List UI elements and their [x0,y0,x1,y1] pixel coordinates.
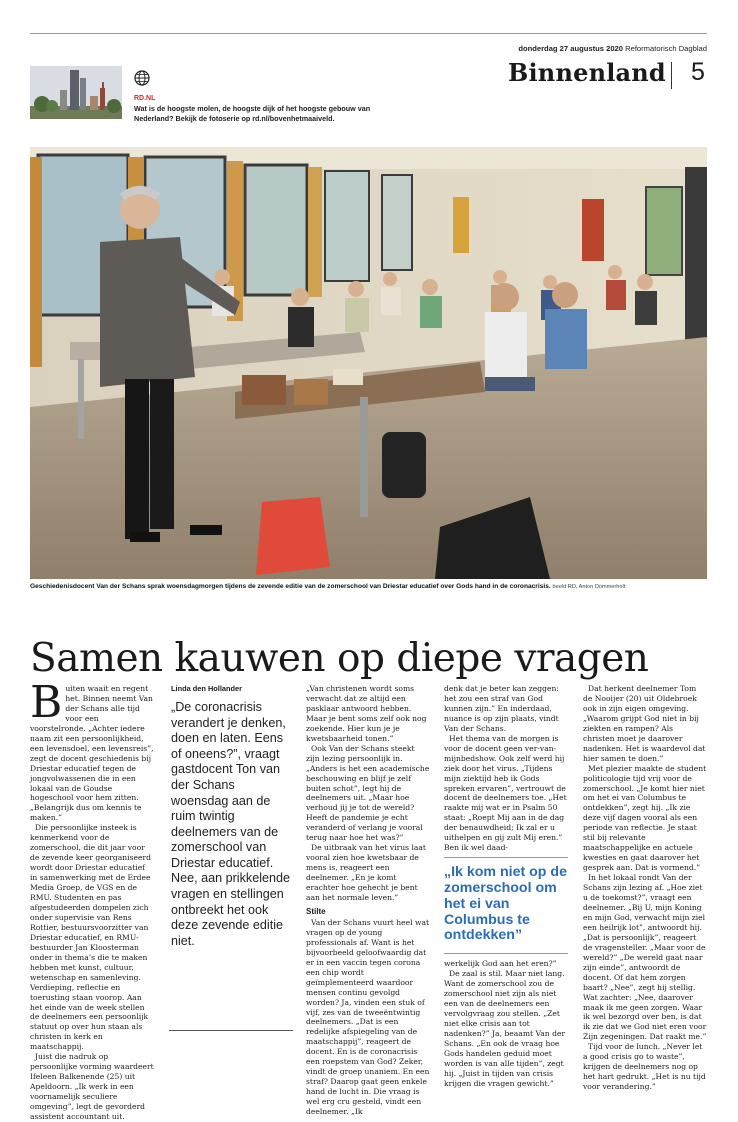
article-headline: Samen kauwen op diepe vragen [30,636,649,682]
article-intro: „De coronacrisis verandert je denken, doen en laten. Eens of oneens?”, vraagt gastdocent Ton van der Schans woensdag aan de ruim twintig deelnemers van de zomerschool van Driestar educatief. Nee, aan prikkelende vragen en stellingen ontbreekt het ook deze zevende editie niet. [171,699,291,948]
globe-icon [134,70,150,86]
article-column-4 [444,684,568,1089]
caption-text: Geschiedenisdocent Van der Schans sprak woensdagmorgen tijdens de zevende editie van de zomerschool van Driestar educatief over Gods hand in de coronacrisis. [30,583,551,590]
body-paragraph: Juist die nadruk op persoonlijke vorming waardeert Ifeleen Balkenende (25) uit Apeldoorn. „Ik werk in een voornamelijk seculiere omgeving”, legt de gevorderd assistent accountant uit. [30,1052,154,1121]
page-number: 5 [691,58,705,86]
section-title: Binnenland [508,58,666,87]
body-paragraph: Tijd voor de lunch. „Never let a good crisis go to waste”, krijgen de deelnemers nog op het hart gedrukt. „Het is nu tijd voor verandering.” [583,1042,706,1092]
promo-label: RD.NL [134,95,156,102]
subheading: Stilte [306,906,326,916]
body-paragraph: In het lokaal rondt Van der Schans zijn lezing af. „Hoe ziet u de toekomst?”, vraagt een deelnemer. „Bij U, mijn Koning en mijn God, verwacht mijn ziel een heilrijk lot”, antwoordt hij. „Dat is persoonlijk”, reageert de vragensteller. „Maar voor de wereld?” „De wereld gaat naar zijn einde”, antwoordt de docent. Of dat hem zorgen baart? „Nee”, zegt hij stellig. Wat zachter: „Nee, daarover maak ik me geen zorgen. Waar ik wel bezorgd over ben, is dat ik zie dat we God niet eren voor Zijn zegeningen. Dat raakt me.” [583,873,707,1042]
drop-cap: B [30,677,63,728]
photo-credit: beeld RD, Anton Dommerholt [552,584,626,590]
promo-text[interactable]: Wat is de hoogste molen, de hoogste dijk of het hoogste gebouw van Nederland? Bekijk de fotoserie op rd.nl/bovenhetmaaiveld. [134,104,371,123]
photo-caption [30,582,707,592]
body-paragraph: Het thema van de morgen is voor de docent geen ver-van-mijnbedshow. Ook zelf werd hij ziek door het virus. „Tijdens mijn ziektijd heb ik Gods spreken ervaren”, vertrouwt de docent de deelnemers toe. „Het raakte mij wat er in Psalm 50 staat: „Roept Mij aan in de dag der benauwdheid; Ik zal er u uithelpen en gij zult Mij eren.” Ben ik wel daad- [444,733,567,853]
newspaper-name: Reformatorisch Dagblad [625,44,707,53]
skyline-image [30,66,122,119]
body-paragraph: Met plezier maakte de student politicologie tijd vrij voor de zomerschool. „Je komt hier niet om het ei van Columbus te ontdekken”, zegt hij. „Ik zie deze vijf dagen vooral als een periode van reflectie. Je staat stil bij relevante maatschappelijke en actuele kwesties en gaat daarover het gesprek aan. Dat is vormend.” [583,763,707,873]
body-paragraph: De zaal is stil. Maar niet lang. Want de zomerschool zou de zomerschool niet zijn als niet een van de deelnemers een vervolgvraag zou stellen. „Zet niet elke crisis aan tot nadenken?” Ja, beaamt Van der Schans. „En ook de vraag hoe Gods handelen geduid moet worden is van alle tijden”, zegt hij. „Juist in tijden van crisis krijgen die vragen gewicht.” [444,969,566,1088]
body-paragraph: denk dat je beter kan zeggen: het zou een straf van God kunnen zijn.” En inderdaad, nuance is op zijn plaats, vindt Van der Schans. [444,684,559,733]
body-paragraph: De uitbraak van het virus laat vooral zien hoe kwetsbaar de mens is, reageert een deelnemer. „En je komt erachter hoe gehecht je bent aan het normale leven.” [306,843,426,903]
body-paragraph: werkelijk God aan het eren?” [444,959,557,969]
article-column-5 [583,684,707,1092]
body-paragraph: Van der Schans vuurt heel wat vragen op de young professionals af. Want is het bijvoorbeeld geloofwaardig dat er in een vaccin tegen corona een chip wordt geïmplementeerd waardoor mensen continu gevolgd worden? Ja, vinden een stuk of vijf, zes van de tweeëntwintig deelnemers. „Dat is een redelijke afspiegeling van de maatschappij”, reageert de docent. En is de coronacrisis een roepstem van God? Zeker, vindt de groep unaniem. En een straf? Daarop gaat geen enkele hand de lucht in. Die vraag is wel erg cru gesteld, vindt een deelnemer. „Ik [306,917,430,1117]
body-paragraph: Die persoonlijke insteek is kenmerkend voor de zomerschool, die dit jaar voor de zevende keer georganiseerd wordt door Driestar educatief in samenwerking met de Erdee Media Groep, de VGS en de RMU. Studenten en pas afgestudeerden dompelen zich onder supervisie van Rens Rottier, bestuursvoorzitter van Driestar educatief, en RMU-bestuurder Jan Kloosterman onder in thema’s die te maken hebben met kunst, cultuur, wetenschap en samenleving. Verdieping, reflectie en toerusting staan voorop. Aan het einde van de week stellen de deelnemers een persoonlijk statuut op over hun staan als christen in kerk en maatschappij. [30,823,151,1052]
classroom-photo [30,147,707,579]
top-rule [30,33,707,34]
article-column-1 [30,677,154,1122]
article-photo [30,147,707,579]
body-paragraph: „Van christenen wordt soms verwacht dat ze altijd een pasklaar antwoord hebben. Maar je bent soms zelf ook nog zoekende. Hier kun je je kwetsbaarheid tonen.” [306,684,427,743]
article-column-3 [306,684,430,1117]
section-divider [671,62,672,89]
issue-date: donderdag 27 augustus 2020 [518,44,623,53]
pull-quote: „Ik kom niet op de zomerschool om het ei van Columbus te ontdekken” [444,857,568,954]
author-byline: Linda den Hollander [171,684,243,693]
intro-rule [169,1030,293,1031]
dateline [518,44,707,53]
article-column-2 [171,684,293,949]
body-paragraph: uiten waait en regent het. Binnen neemt Van der Schans alle tijd voor een voorstelronde. „Achter iedere naam zit een persoonlijkheid, een levensdoel, een levensreis”, zegt de docent geschiedenis bij Driestar educatief tegen de jongvolwassenen die in een lokaal van de Goudse hogeschool voor hem zitten. „Belangrijk dus om kennis te maken.” [30,684,154,823]
body-paragraph: Ook Van der Schans steekt zijn lezing persoonlijk in. „Anders is het een academische beschouwing en blijf je zelf buiten schot”, legt hij de deelnemers uit. „Maar hoe verhoud jij je tot de wereld? Heeft de pandemie je echt veranderd of verlang je vooral terug naar hoe het was?” [306,743,430,843]
body-paragraph: Dat herkent deelnemer Tom de Nooijer (20) uit Oldebroek ook in zijn eigen omgeving. „Waarom grijpt God niet in bij ziekten en rampen? Als christen moet je daarover nadenken. Het is waardevol dat hier samen te doen.” [583,684,706,763]
promo-thumbnail[interactable] [30,66,122,119]
